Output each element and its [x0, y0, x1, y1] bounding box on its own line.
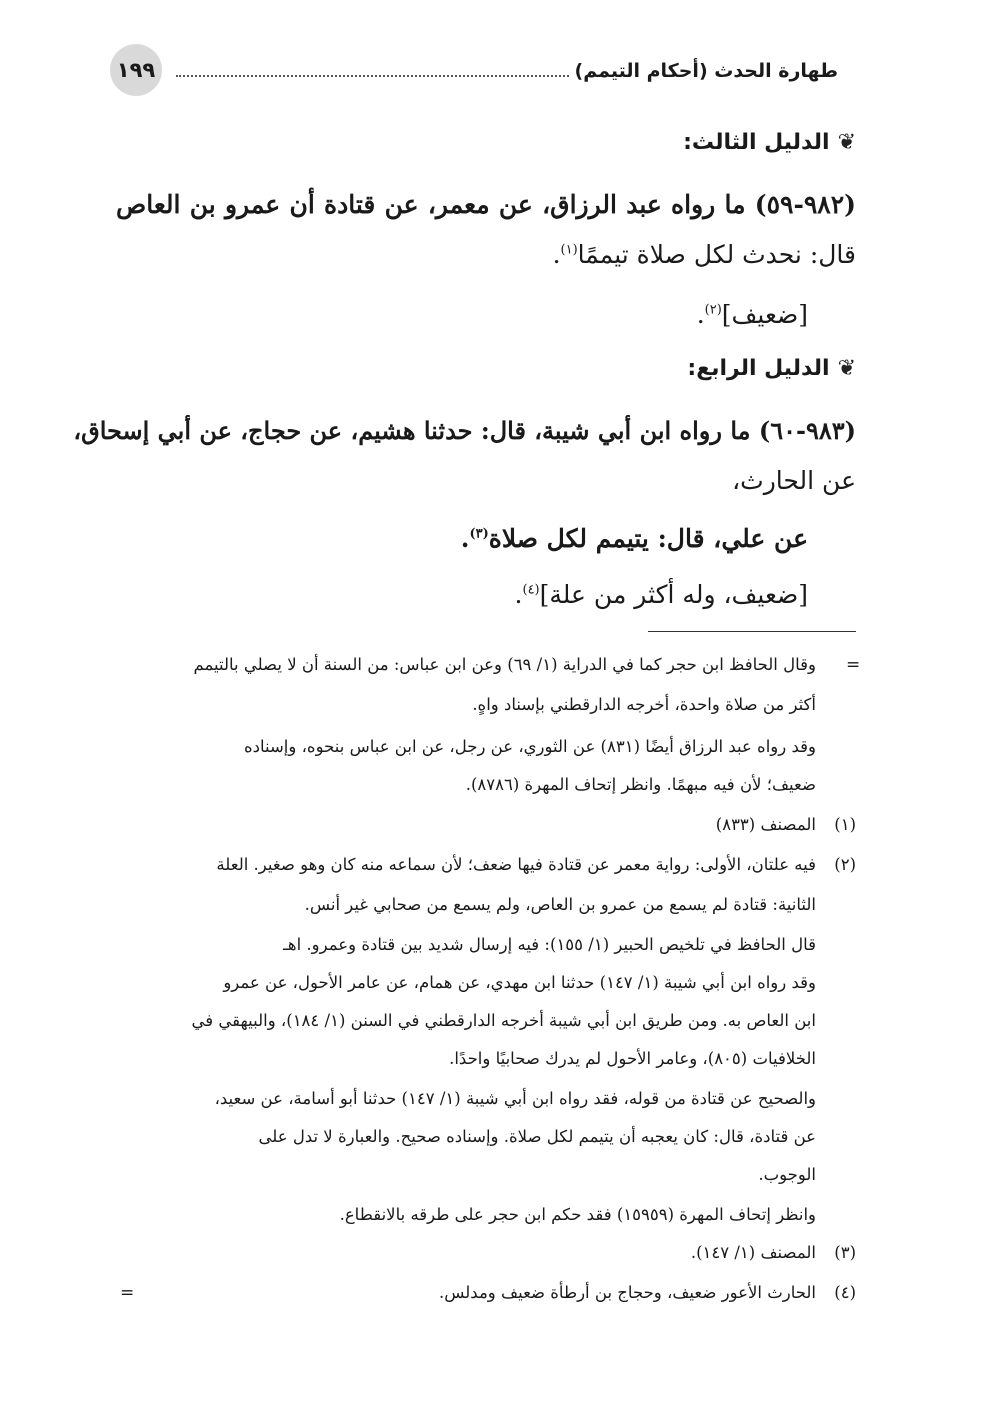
footnote-2-line8: عن قتادة، قال: كان يعجبه أن يتيمم لكل صلاة. وإسناده صحيح. والعبارة لا تدل على [258, 1127, 816, 1146]
grade-weak-2: [ضعيف، وله أكثر من علة]$^{(٤)}$. [514, 580, 808, 609]
footnote-1-number: (١) [834, 815, 856, 834]
footnote-2-line4: وقد رواه ابن أبي شيبة (١/ ١٤٧) حدثنا ابن مهدي، عن همام، عن عامر الأحول، عن عمرو [223, 973, 816, 992]
page-number: ١٩٩ [110, 44, 162, 96]
heading-third-evidence: ❦الدليل الثالث: [683, 130, 856, 155]
hadith-983-line2: عن الحارث، [732, 466, 856, 495]
footnote-2-line3: قال الحافظ في تلخيص الحبير (١/ ١٥٥): فيه إرسال شديد بين قتادة وعمرو. اهـ [283, 935, 816, 954]
footnote-2-line7: والصحيح عن قتادة من قوله، فقد رواه ابن أبي شيبة (١/ ١٤٧) حدثنا أبو أسامة، عن سعيد، [214, 1089, 816, 1108]
footnote-ref-4[interactable]: (٤) [522, 582, 540, 598]
footnote-ref-1[interactable]: (١) [560, 242, 578, 258]
footnote-4-number: (٤) [834, 1283, 856, 1302]
leaf-ornament-icon: ❦ [837, 356, 856, 381]
heading-fourth-evidence: ❦الدليل الرابع: [687, 356, 856, 381]
continuation-mark-end: = [120, 1283, 135, 1303]
footnote-ref-2[interactable]: (٢) [704, 302, 722, 318]
hadith-982-line2: قال: نحدث لكل صلاة تيممًا$^{(١)}$. [552, 240, 856, 269]
hadith-983-line1: (٩٨٣-٦٠) ما رواه ابن أبي شيبة، قال: حدثنا هشيم، عن حجاج، عن أبي إسحاق، [73, 416, 856, 445]
running-header [176, 56, 844, 86]
footnote-3-number: (٣) [834, 1243, 856, 1262]
footnote-2-line6: الخلافيات (٨٠٥)، وعامر الأحول لم يدرك صحابيًا واحدًا. [449, 1049, 816, 1068]
footnote-1-text: المصنف (٨٣٣) [715, 815, 816, 834]
footnote-cont-line1: وقال الحافظ ابن حجر كما في الدراية (١/ ٦٩) وعن ابن عباس: من السنة أن لا يصلي بالتيمم [193, 655, 816, 674]
footnote-2-line1: فيه علتان، الأولى: رواية معمر عن قتادة فيها ضعف؛ لأن سماعه منه كان وهو صغير. العلة [216, 855, 816, 874]
hadith-982-line1: (٩٨٢-٥٩) ما رواه عبد الرزاق، عن معمر، عن قتادة أن عمرو بن العاص [116, 190, 856, 219]
footnote-ref-3[interactable]: (٣) [469, 526, 489, 542]
footnote-2-line2: الثانية: قتادة لم يسمع من عمرو بن العاص، ولم يسمع من صحابي غير أنس. [304, 895, 816, 914]
grade-weak-1: [ضعيف]$^{(٢)}$. [696, 300, 808, 329]
footnote-2-line5: ابن العاص به. ومن طريق ابن أبي شيبة أخرجه الدارقطني في السنن (١/ ١٨٤)، والبيهقي في [191, 1011, 816, 1030]
footnote-separator [648, 631, 856, 632]
leaf-ornament-icon: ❦ [837, 130, 856, 155]
footnote-2-line9: الوجوب. [758, 1165, 816, 1184]
footnote-cont-line2: أكثر من صلاة واحدة، أخرجه الدارقطني بإسناد واهٍ. [472, 695, 816, 714]
running-title: طهارة الحدث (أحكام التيمم) [574, 60, 838, 82]
footnote-cont-line4: ضعيف؛ لأن فيه مبهمًا. وانظر إتحاف المهرة (٨٧٨٦). [465, 775, 816, 794]
footnote-cont-line3: وقد رواه عبد الرزاق أيضًا (٨٣١) عن الثوري، عن رجل، عن ابن عباس بنحوه، وإسناده [243, 737, 816, 756]
footnote-2-line10: وانظر إتحاف المهرة (١٥٩٥٩) فقد حكم ابن حجر على طرقه بالانقطاع. [339, 1205, 816, 1224]
hadith-983-matn: عن علي، قال: يتيمم لكل صلاة$^{(٣)}$. [460, 524, 808, 553]
continuation-mark: = [846, 655, 861, 675]
footnote-3-text: المصنف (١/ ١٤٧). [690, 1243, 816, 1262]
footnote-4-text: الحارث الأعور ضعيف، وحجاج بن أرطأة ضعيف ومدلس. [438, 1283, 816, 1302]
footnote-2-number: (٢) [834, 855, 856, 874]
header-dotted-leader [176, 75, 569, 77]
